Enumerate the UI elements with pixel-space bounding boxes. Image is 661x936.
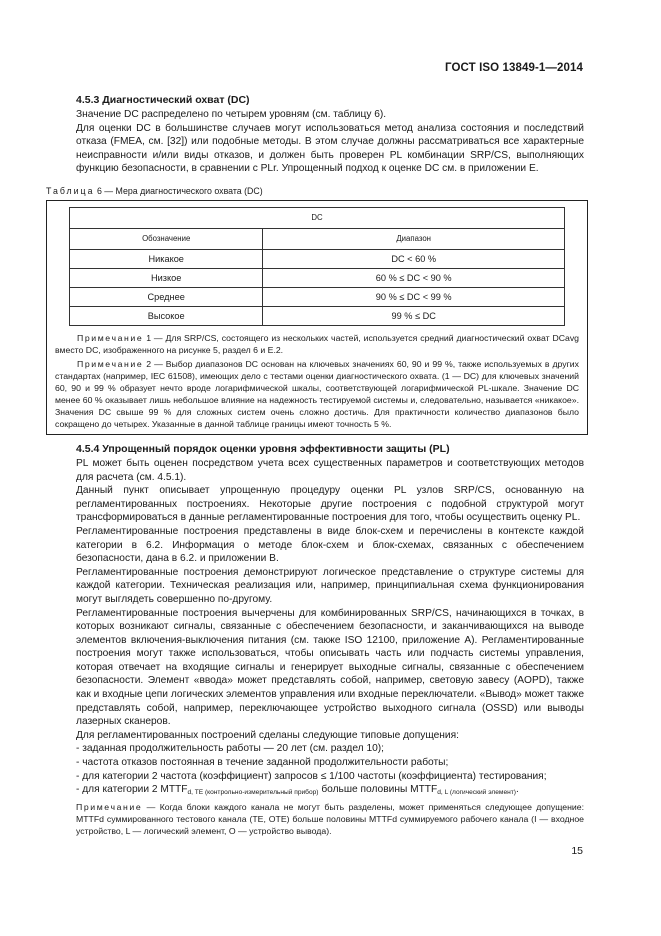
table-cell: Низкое bbox=[70, 268, 263, 287]
table-row bbox=[70, 249, 565, 268]
table-cell: 60 % ≤ DC < 90 % bbox=[263, 268, 565, 287]
document-header: ГОСТ ISO 13849-1—2014 bbox=[445, 62, 583, 74]
table-cell: Среднее bbox=[70, 287, 263, 306]
paragraph: PL может быть оценен посредством учета всех существенных параметров и соответствующих методов для расчета (см. 4.5.1). bbox=[76, 457, 584, 483]
table-cell: Высокое bbox=[70, 306, 263, 325]
table-frame bbox=[46, 200, 588, 435]
subscript: d, L (логический элемент) bbox=[437, 789, 516, 797]
table-row bbox=[70, 268, 565, 287]
section-note bbox=[76, 801, 584, 837]
table-cell: DC < 60 % bbox=[263, 249, 565, 268]
table-note-1 bbox=[47, 332, 587, 356]
table-caption-text: 6 — Мера диагностического охвата (DC) bbox=[96, 185, 263, 196]
column-header: Обозначение bbox=[70, 228, 263, 249]
page-number: 15 bbox=[571, 845, 583, 857]
table-caption bbox=[46, 186, 584, 196]
page-content bbox=[46, 93, 584, 837]
table-row bbox=[70, 287, 565, 306]
table-note-2 bbox=[47, 358, 587, 430]
table-cell: 90 % ≤ DC < 99 % bbox=[263, 287, 565, 306]
paragraph: Регламентированные построения вычерчены для комбинированных SRP/CS, начинающихся в точках, в которых возникают сигналы, связанные с обеспечением безопасности, и заканчивающихся на выводе элементов включения-выключения питания (см. также ISO 12100, приложение А). Регламентированные построения могут также использоваться, чтобы описывать часть или подчасть системы управления, которая отвечает на входящие сигналы и генерирует выходные сигналы, связанные с обеспечением безопасности. Элемент «ввода» может представлять собой, например, световую завесу (AOPD), также как и входные цепи логических элементов управления или входные переключатели. «Вывод» может также представлять собой, например, переключающее устройство выходного сигнала (OSSD) или выводы лазерных сканеров. bbox=[76, 607, 584, 728]
table-caption-label: Таблица bbox=[46, 185, 95, 196]
table-cell: 99 % ≤ DC bbox=[263, 306, 565, 325]
list-text: . bbox=[515, 784, 519, 796]
paragraph: Для оценки DC в большинстве случаев могут использоваться метод анализа состояния и последствий отказа (FMEA, см. [32]) или подобные методы. В этом случае должны рассматриваться все характерные неисправности и/или виды отказов, и должен быть проверен PL комбинации SRP/CS, выполняющих функцию безопасности, в сравнении с PLr. Упрощенный подход к оценке DC см. в приложении Е. bbox=[76, 122, 584, 175]
list-item: - для категории 2 частота (коэффициент) запросов ≤ 1/100 частоты (коэффициента) тестирования; bbox=[76, 770, 547, 782]
section-4-5-3 bbox=[76, 93, 584, 176]
paragraph: Данный пункт описывает упрощенную процедуру оценки PL узлов SRP/CS, основанную на регламентированных построениях. Некоторые другие построения с подобной структурой могут трансформироваться в данные регламентированные построения для того, чтобы осуществить оценку PL. bbox=[76, 485, 584, 524]
paragraph: Регламентированные построения демонстрируют логическое представление о структуре системы для каждой категории. Техническая реализация или, например, принципиальная схема функционирования могут выглядеть совершенно по-другому. bbox=[76, 566, 584, 605]
paragraph: Регламентированные построения представлены в виде блок-схем и перечислены в контексте каждой категории в 6.2. Информация о методе блок-схем и блок-схемах, связанных с обеспечением безопасности, дана в 6.2. и приложении В. bbox=[76, 525, 584, 565]
table-group-header: DC bbox=[70, 207, 565, 228]
list-item: - частота отказов постоянная в течение заданной продолжительности работы; bbox=[76, 757, 449, 769]
note-text: 2 — Выбор диапазонов DC основан на ключевых значениях 60, 90 и 99 %, также используемых в других стандартах (например, IEC 61508), имеющих дело с тестами оценки диагностического охвата. (1 — DC) для ключевых значений 60, 90 и 99 % образует нечто вроде логарифмической шкалы, соответствующей логарифмической PL-шкале. Значение DC менее 60 % оказывает лишь небольшое влияние на надежность тестируемой системы и, следовательно, называется «никакое». Значения DC свыше 99 % для сложных систем очень сложно достичь. Для практичности количество диапазонов было сокращено до четырех. Указанные в данной таблице границы имеют точность 5 %. bbox=[55, 358, 579, 429]
table-cell: Никакое bbox=[70, 249, 263, 268]
list-item: - заданная продолжительность работы — 20 лет (см. раздел 10); bbox=[76, 743, 385, 755]
list-item bbox=[76, 783, 584, 797]
dc-table bbox=[69, 207, 565, 326]
column-header: Диапазон bbox=[263, 228, 565, 249]
list-text: - для категории 2 MTTF bbox=[76, 784, 188, 796]
section-title: 4.5.4 Упрощенный порядок оценки уровня эффективности защиты (PL) bbox=[76, 442, 450, 455]
note-label: Примечание bbox=[77, 358, 144, 369]
subscript: d, TE (контрольно-измерительный прибор) bbox=[187, 789, 319, 797]
section-4-5-4 bbox=[76, 442, 584, 837]
table-row bbox=[70, 306, 565, 325]
note-label: Примечание bbox=[76, 801, 143, 812]
paragraph: Для регламентированных построений сделаны следующие типовые допущения: bbox=[76, 729, 459, 741]
section-title: 4.5.3 Диагностический охват (DC) bbox=[76, 94, 250, 106]
note-text: — Когда блоки каждого канала не могут быть разделены, может применяться следующее допущение: MTTFd суммированного тестового канала (TE, OTE) больше половины MTTFd суммируемого рабочего канала (I — входное устройство, L — логический элемент, О — устройство вывода). bbox=[76, 801, 584, 836]
paragraph: Значение DC распределено по четырем уровням (см. таблицу 6). bbox=[76, 109, 387, 120]
note-text: 1 — Для SRP/CS, состоящего из нескольких частей, используется средний диагностический охват DCavg вместо DC, изображенного на рисунке 5, раздел 6 и Е.2. bbox=[55, 332, 580, 355]
list-text: больше половины MTTF bbox=[318, 784, 438, 796]
note-label: Примечание bbox=[77, 332, 144, 343]
